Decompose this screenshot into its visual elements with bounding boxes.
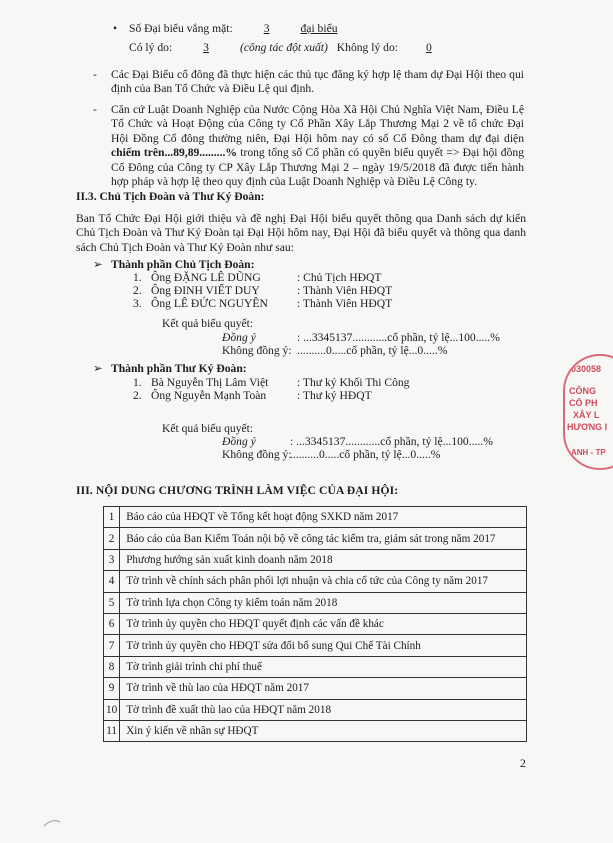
row-number: 7 bbox=[104, 635, 120, 656]
delegates-registered-paragraph: Các Đại Biểu cổ đông đã thực hiện các thủ tục đăng ký hợp lệ tham dự Đại Hội theo qui định của Ban Tổ Chức và Điều Lệ qui định. bbox=[111, 68, 524, 96]
company-stamp bbox=[563, 354, 613, 470]
row-text: Xin ý kiến về nhân sự HĐQT bbox=[120, 720, 527, 741]
section-iii-title: III. NỘI DUNG CHƯƠNG TRÌNH LÀM VIỆC CỦA ĐẠI HỘI: bbox=[76, 484, 399, 497]
secretariat-vote-label: Kết quả biểu quyết: bbox=[162, 422, 254, 435]
presidium-agree-value: : ...3345137............cổ phần, tỷ lệ...100.....% bbox=[297, 331, 500, 344]
section-ii3-intro: Ban Tổ Chức Đại Hội giới thiệu và đề nghị Đại Hội biểu quyết thông qua Danh sách dự kiến Chủ Tịch Đoàn và Thư Ký Đoàn tại Đại Hội hôm nay, Đại Hội đã biểu quyết và thông qua danh sách Chủ Tịch Đoàn và Thư Ký Đoàn như sau: bbox=[76, 212, 526, 254]
table-row bbox=[104, 507, 527, 528]
secretariat-agree-label: Đồng ý bbox=[222, 435, 256, 448]
row-text: Tờ trình lựa chọn Công ty kiểm toán năm 2018 bbox=[120, 592, 527, 613]
row-text: Tờ trình ủy quyền cho HĐQT quyết định các vấn đề khác bbox=[120, 613, 527, 634]
stamp-line: CÔNG bbox=[569, 386, 596, 396]
secretariat-agree-value: : ...3345137............cổ phần, tỷ lệ...100.....% bbox=[290, 435, 493, 448]
with-reason-note: (công tác đột xuất) bbox=[239, 41, 328, 54]
member-name: Ông LÊ ĐỨC NGUYÊN bbox=[151, 297, 268, 310]
secretariat-disagree-value: ..........0.....cổ phần, tỷ lệ...0.....% bbox=[290, 448, 441, 461]
table-row bbox=[104, 656, 527, 677]
member-role: : Thành Viên HĐQT bbox=[297, 284, 393, 297]
row-text: Tờ trình giải trình chi phí thuế bbox=[120, 656, 527, 677]
member-no: 3. bbox=[133, 297, 142, 310]
row-text: Tờ trình về chính sách phân phối lợi nhuận và chia cổ tức của Công ty năm 2017 bbox=[120, 571, 527, 592]
member-name: Ông Nguyễn Mạnh Toàn bbox=[151, 389, 267, 402]
secretariat-heading: Thành phần Thư Ký Đoàn: bbox=[111, 362, 247, 375]
presidium-disagree-value: ..........0.....cổ phần, tỷ lệ...0.....% bbox=[297, 344, 448, 357]
member-no: 1. bbox=[133, 271, 142, 284]
table-row bbox=[104, 678, 527, 699]
row-text: Tờ trình về thù lao của HĐQT năm 2017 bbox=[120, 678, 527, 699]
table-row bbox=[104, 528, 527, 549]
legal-basis-text-b: trong tổng số Cổ phần có quyền biểu quyết => Đại hội đồng Cổ Đông của Công ty CP Xây Lắp Thương Mại 2 – ngày 19/5/2018 đã được tiến hành hợp pháp và hợp lệ theo quy định của Luật Doanh Nghiệp và Điều Lệ Công ty. bbox=[111, 146, 524, 189]
row-number: 5 bbox=[104, 592, 120, 613]
table-row bbox=[104, 699, 527, 720]
member-role: : Thư ký Khối Thi Công bbox=[297, 376, 410, 389]
bullet-icon: • bbox=[113, 22, 118, 35]
page-number: 2 bbox=[520, 757, 526, 770]
row-text: Tờ trình đề xuất thù lao của HĐQT năm 2018 bbox=[120, 699, 527, 720]
dash-1: - bbox=[93, 68, 97, 81]
member-name: Ông ĐINH VIẾT DUY bbox=[151, 284, 260, 297]
agenda-table bbox=[103, 506, 527, 742]
absent-count: 3 bbox=[263, 22, 270, 35]
with-reason-count: 3 bbox=[203, 41, 209, 54]
presidium-disagree-label: Không đồng ý: bbox=[222, 344, 292, 357]
row-number: 2 bbox=[104, 528, 120, 549]
member-role: : Thành Viên HĐQT bbox=[297, 297, 393, 310]
row-number: 1 bbox=[104, 507, 120, 528]
row-text: Báo cáo của Ban Kiểm Toán nội bộ về công tác kiểm tra, giám sát trong năm 2017 bbox=[120, 528, 527, 549]
row-number: 9 bbox=[104, 678, 120, 699]
row-number: 10 bbox=[104, 699, 120, 720]
table-row bbox=[104, 720, 527, 741]
arrow-icon: ➢ bbox=[93, 362, 103, 375]
member-no: 2. bbox=[133, 284, 142, 297]
presidium-agree-label: Đồng ý bbox=[222, 331, 256, 344]
table-row bbox=[104, 592, 527, 613]
member-role: : Chủ Tịch HĐQT bbox=[297, 271, 382, 284]
table-row bbox=[104, 635, 527, 656]
member-name: Ông ĐẶNG LÊ DŨNG bbox=[151, 271, 261, 284]
absent-unit: đại biểu bbox=[300, 22, 338, 35]
absent-line bbox=[129, 22, 338, 36]
row-number: 4 bbox=[104, 571, 120, 592]
legal-basis-text-a: Căn cứ Luật Doanh Nghiệp của Nước Cộng Hòa Xã Hội Chủ Nghĩa Việt Nam, Điều Lệ Tổ Chức và Hoạt Động của Công ty Cổ Phần Xây Lắp Thương Mại 2 về tổ chức Đại Hội Đồng Cổ đông thường niên, Đại Hội hôm nay có số Cổ Đông tham dự đại diện bbox=[111, 103, 524, 145]
row-number: 6 bbox=[104, 613, 120, 634]
legal-basis-paragraph bbox=[111, 103, 524, 190]
stamp-line: ANH - TP bbox=[571, 448, 606, 457]
with-reason-label: Có lý do: bbox=[129, 41, 173, 54]
table-row bbox=[104, 549, 527, 570]
presidium-heading: Thành phần Chủ Tịch Đoàn: bbox=[111, 258, 255, 271]
row-text: Báo cáo của HĐQT về Tổng kết hoạt động SXKD năm 2017 bbox=[120, 507, 527, 528]
stamp-line: CỔ PH bbox=[569, 398, 598, 408]
row-text: Tờ trình ủy quyền cho HĐQT sửa đổi bổ sung Qui Chế Tài Chính bbox=[120, 635, 527, 656]
member-no: 2. bbox=[133, 389, 142, 402]
without-reason-count: 0 bbox=[426, 41, 432, 54]
row-number: 3 bbox=[104, 549, 120, 570]
row-number: 8 bbox=[104, 656, 120, 677]
stamp-line: HƯƠNG I bbox=[567, 422, 608, 432]
scan-mark bbox=[42, 798, 72, 828]
attendance-percent: chiếm trên...89,89.........% bbox=[111, 146, 237, 160]
absent-reason-line bbox=[129, 41, 457, 55]
arrow-icon: ➢ bbox=[93, 258, 103, 271]
secretariat-disagree-label: Không đồng ý: bbox=[222, 448, 292, 461]
absent-label: Số Đại biểu vắng mặt: bbox=[129, 22, 233, 35]
without-reason-label: Không lý do: bbox=[336, 41, 398, 54]
row-text: Phương hướng sản xuất kinh doanh năm 2018 bbox=[120, 549, 527, 570]
presidium-vote-label: Kết quả biểu quyết: bbox=[162, 317, 254, 330]
table-row bbox=[104, 571, 527, 592]
dash-2: - bbox=[93, 103, 97, 116]
stamp-line: XÂY L bbox=[573, 410, 600, 420]
member-role: : Thư ký HĐQT bbox=[297, 389, 372, 402]
member-name: Bà Nguyễn Thị Lâm Việt bbox=[151, 376, 269, 389]
section-ii3-title: II.3. Chủ Tịch Đoàn và Thư Ký Đoàn: bbox=[76, 190, 265, 203]
table-row bbox=[104, 613, 527, 634]
stamp-code: 030058 bbox=[571, 364, 602, 374]
member-no: 1. bbox=[133, 376, 142, 389]
row-number: 11 bbox=[104, 720, 120, 741]
